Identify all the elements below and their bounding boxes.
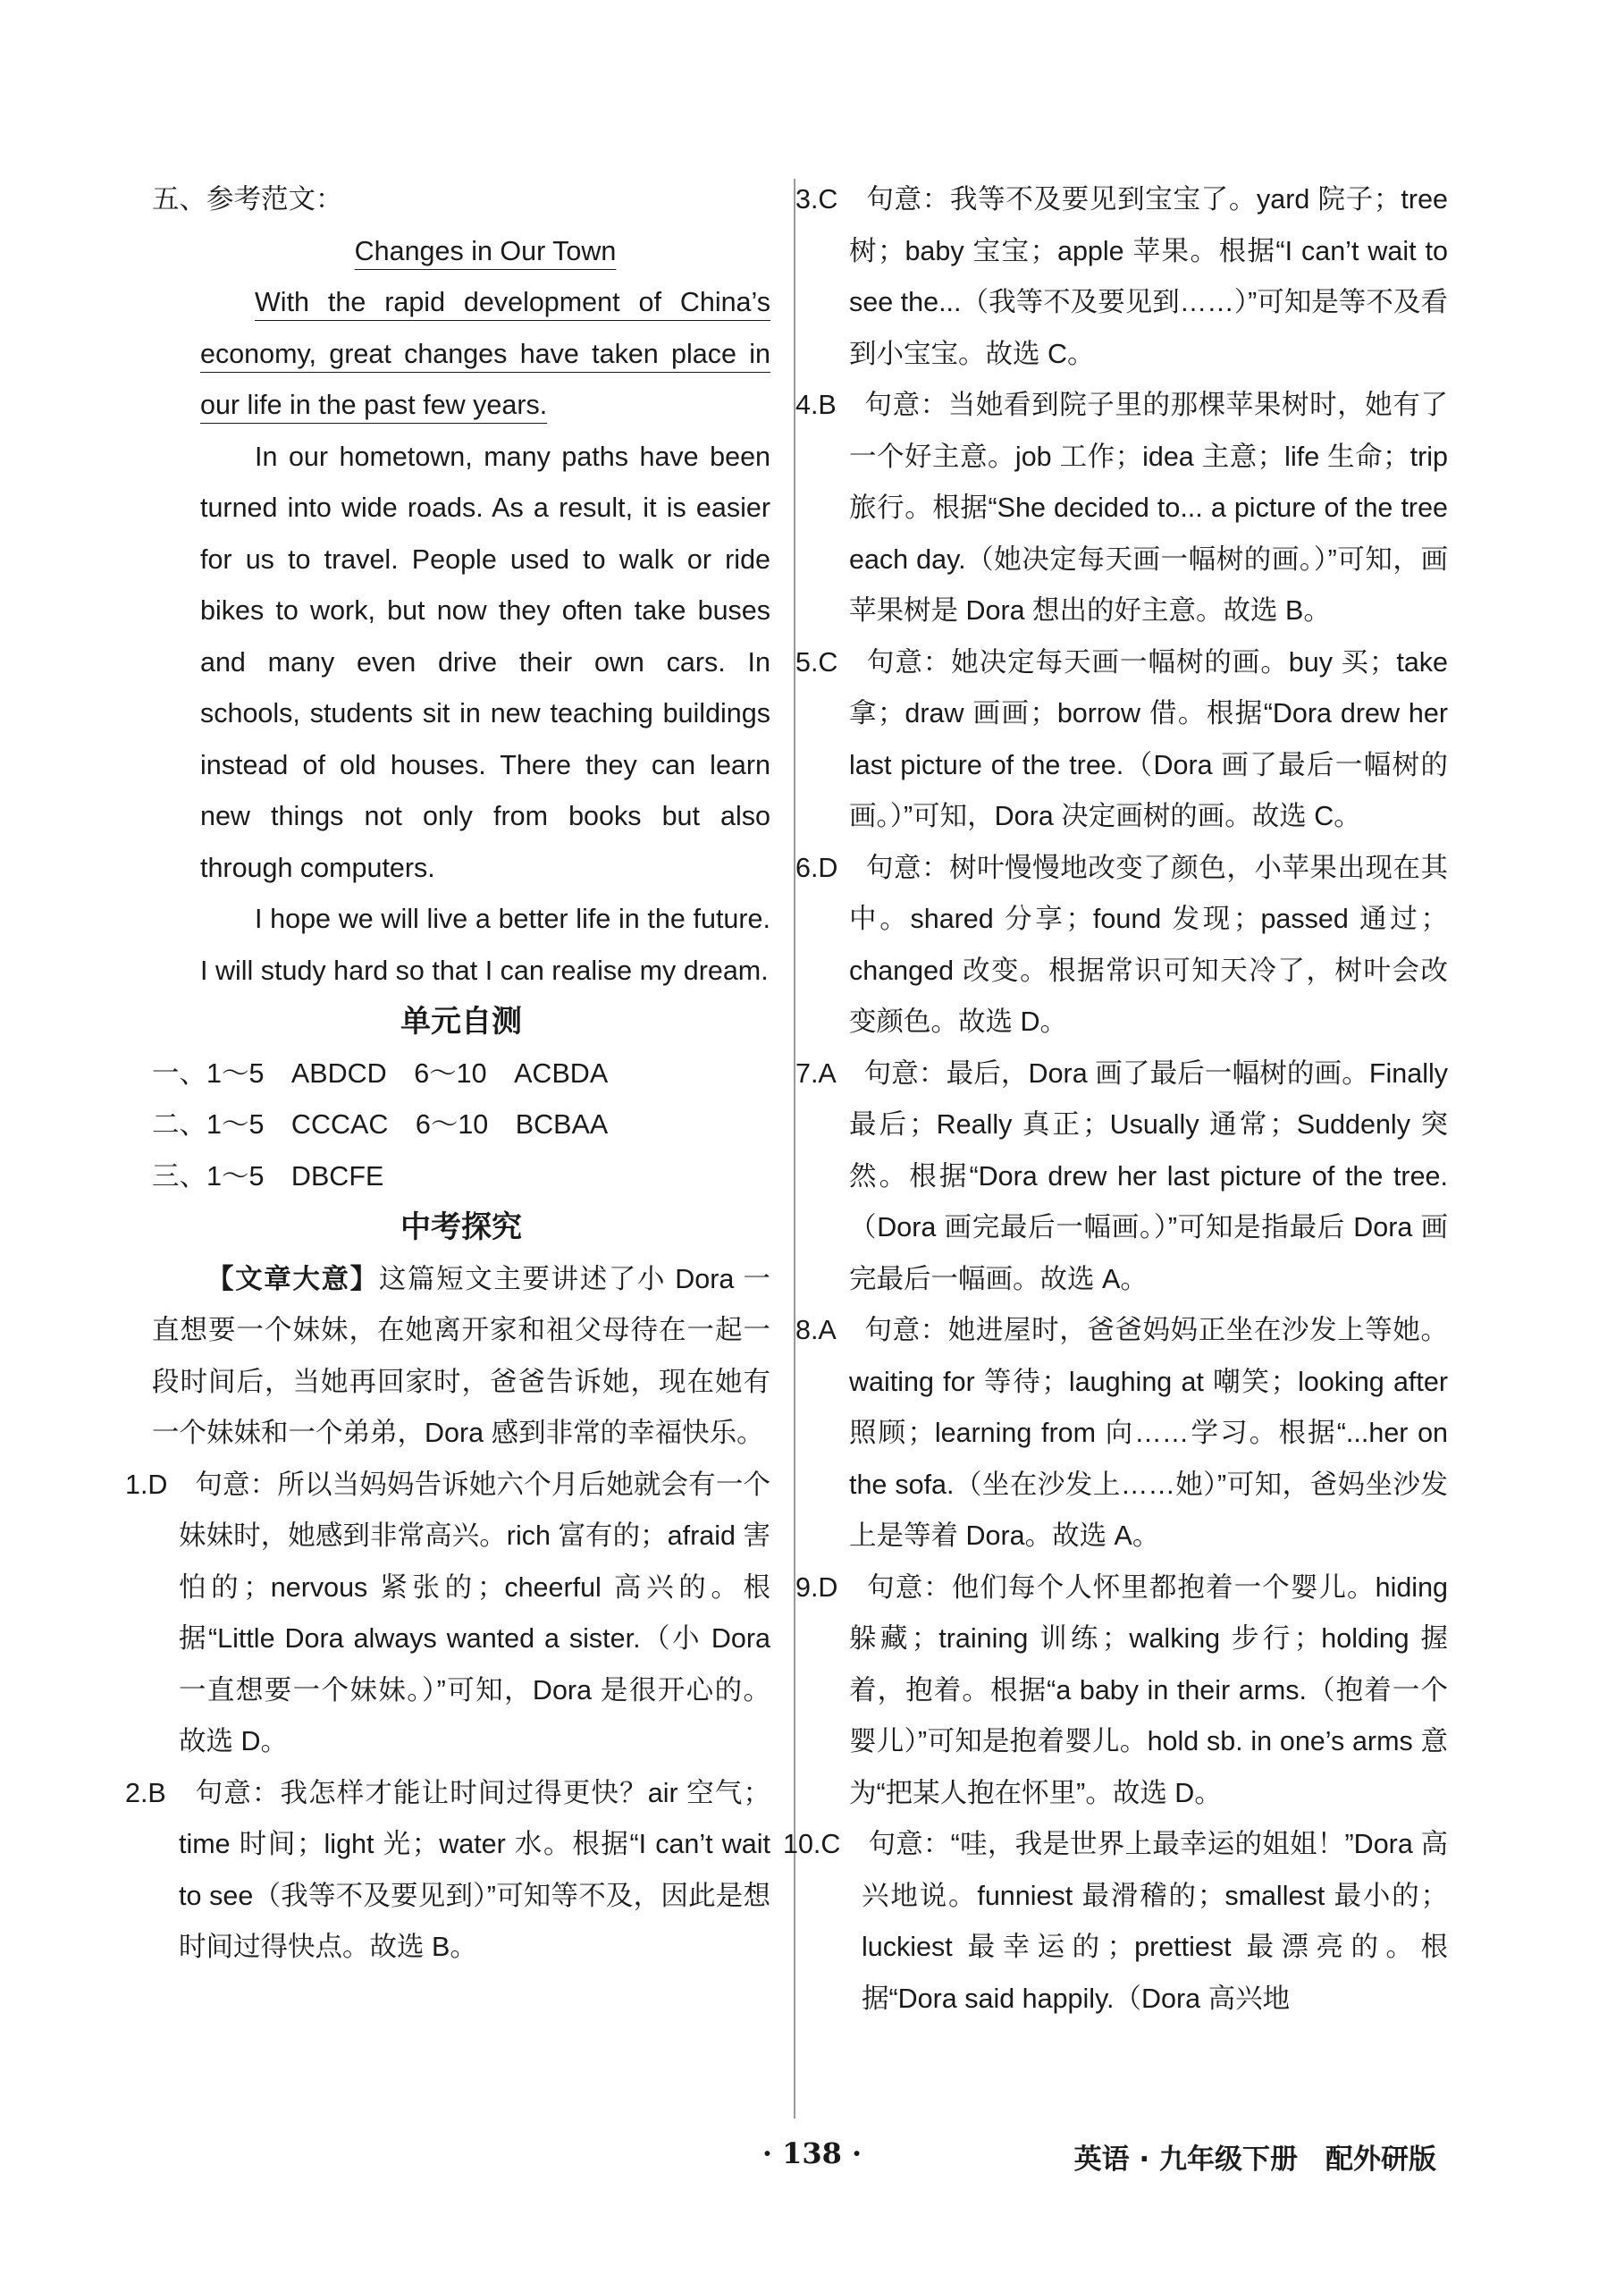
section-5-heading: 五、参考范文： <box>152 184 343 215</box>
article-summary <box>152 1254 770 1460</box>
answer-item <box>795 843 1449 1049</box>
answer-item <box>125 1768 771 1974</box>
summary-text: 这篇短文主要讲述了小 Dora 一直想要一个妹妹，在她离开家和祖父母待在一起一段时间后，当她再回家时，爸爸告诉她，现在她有一个妹妹和一个弟弟，Dora 感到非常的幸福快乐。 <box>152 1263 770 1448</box>
answer-item <box>795 380 1449 637</box>
item-number: 1.D <box>125 1469 168 1500</box>
answer-item <box>795 1562 1449 1820</box>
item-number: 4.B <box>795 390 837 420</box>
essay-paragraph-1: With the rapid development of China’s economy, great changes have taken place in our life in the past few years. <box>200 287 770 420</box>
unit-answer-row-2: 二、1～5 CCCAC 6～10 BCBAA <box>152 1109 609 1140</box>
item-number: 9.D <box>795 1571 838 1603</box>
answer-item <box>795 1049 1449 1306</box>
item-explanation: 句意：树叶慢慢地改变了颜色，小苹果出现在其中。shared 分享；found 发现；passed 通过；changed 改变。根据常识可知天冷了，树叶会改变颜色。故选 D。 <box>849 852 1449 1037</box>
left-column <box>125 174 771 1974</box>
right-column <box>783 174 1449 2025</box>
item-explanation: 句意：我等不及要见到宝宝了。yard 院子；tree 树；baby 宝宝；apple 苹果。根据“I can’t wait to see the...（我等不及要见到……）”可知是等不及看到小宝宝。故选 C。 <box>849 184 1448 369</box>
answer-item <box>783 1819 1448 2025</box>
item-number: 3.C <box>795 184 838 215</box>
item-number: 10.C <box>783 1829 841 1859</box>
answer-item <box>795 637 1448 843</box>
answer-item <box>795 1305 1449 1562</box>
answer-item <box>125 1460 771 1768</box>
book-title: 英语 · 九年级下册 配外研版 <box>1073 2144 1436 2176</box>
item-number: 8.A <box>795 1315 837 1345</box>
item-number: 7.A <box>795 1057 837 1089</box>
item-explanation: 句意：最后，Dora 画了最后一幅树的画。Finally 最后；Really 真正；Usually 通常；Suddenly 突然。根据“Dora drew her last picture of the tree.（Dora 画完最后一幅画。）”可知是指最后 Dora 画完最后一幅画。故选 A。 <box>849 1057 1449 1294</box>
item-explanation: 句意：我怎样才能让时间过得更快？air 空气；time 时间；light 光；water 水。根据“I can’t wait to see（我等不及要见到）”可知等不及，因此是想时间过得快点。故选 B。 <box>179 1777 771 1962</box>
essay-paragraph-3: I hope we will live a better life in the future. I will study hard so that I can realise my dream. <box>200 904 770 986</box>
exam-heading: 中考探究 <box>400 1209 522 1245</box>
item-explanation: 句意：她进屋时，爸爸妈妈正坐在沙发上等她。waiting for 等待；laughing at 嘲笑；looking after 照顾；learning from 向……学习。根据“...her on the sofa.（坐在沙发上……她）”可知，爸妈坐沙发上是等着 Dora。故选 A。 <box>849 1315 1449 1551</box>
item-explanation: 句意：“哇，我是世界上最幸运的姐姐！”Dora 高兴地说。funniest 最滑稽的；smallest 最小的；luckiest 最幸运的；prettiest 最漂亮的。根据“Dora said happily.（Dora 高兴地 <box>862 1829 1448 2014</box>
item-number: 2.B <box>125 1777 166 1808</box>
unit-answer-row-1: 一、1～5 ABDCD 6～10 ACBDA <box>152 1057 609 1089</box>
item-number: 6.D <box>795 852 838 883</box>
item-explanation: 句意：她决定每天画一幅树的画。buy 买；take 拿；draw 画画；borrow 借。根据“Dora drew her last picture of the tree.（Dora 画了最后一幅树的画。）”可知，Dora 决定画树的画。故选 C。 <box>849 646 1448 831</box>
item-number: 5.C <box>795 646 838 678</box>
page-number: · 138 · <box>762 2136 862 2170</box>
item-explanation: 句意：所以当妈妈告诉她六个月后她就会有一个妹妹时，她感到非常高兴。rich 富有的；afraid 害怕的；nervous 紧张的；cheerful 高兴的。根据“Little Dora always wanted a sister.（小 Dora 一直想要一个妹妹。）”可知，Dora 是很开心的。故选 D。 <box>179 1469 771 1756</box>
unit-answer-row-3: 三、1～5 DBCFE <box>152 1160 384 1192</box>
essay-paragraph-2: In our hometown, many paths have been turned into wide roads. As a result, it is easier for us to travel. People used to walk or ride bikes to work, but now they often take buses and many even drive their own cars. In schools, students sit in new teaching buildings instead of old houses. There they can learn new things not only from books but also through computers. <box>200 441 770 883</box>
unit-test-heading: 单元自测 <box>400 1004 522 1040</box>
item-explanation: 句意：当她看到院子里的那棵苹果树时，她有了一个好主意。job 工作；idea 主意；life 生命；trip 旅行。根据“She decided to... a picture of the tree each day.（她决定每天画一幅树的画。）”可知，画苹果树是 Dora 想出的好主意。故选 B。 <box>849 390 1449 626</box>
summary-label: 【文章大意】 <box>206 1263 379 1294</box>
item-explanation: 句意：他们每个人怀里都抱着一个婴儿。hiding 躲藏；training 训练；walking 步行；holding 握着，抱着。根据“a baby in their arms.（抱着一个婴儿）”可知是抱着婴儿。hold sb. in one’s arms 意为“把某人抱在怀里”。故选 D。 <box>849 1571 1449 1808</box>
model-essay <box>152 277 770 997</box>
essay-title: Changes in Our Town <box>354 235 617 266</box>
answer-item <box>795 174 1448 380</box>
